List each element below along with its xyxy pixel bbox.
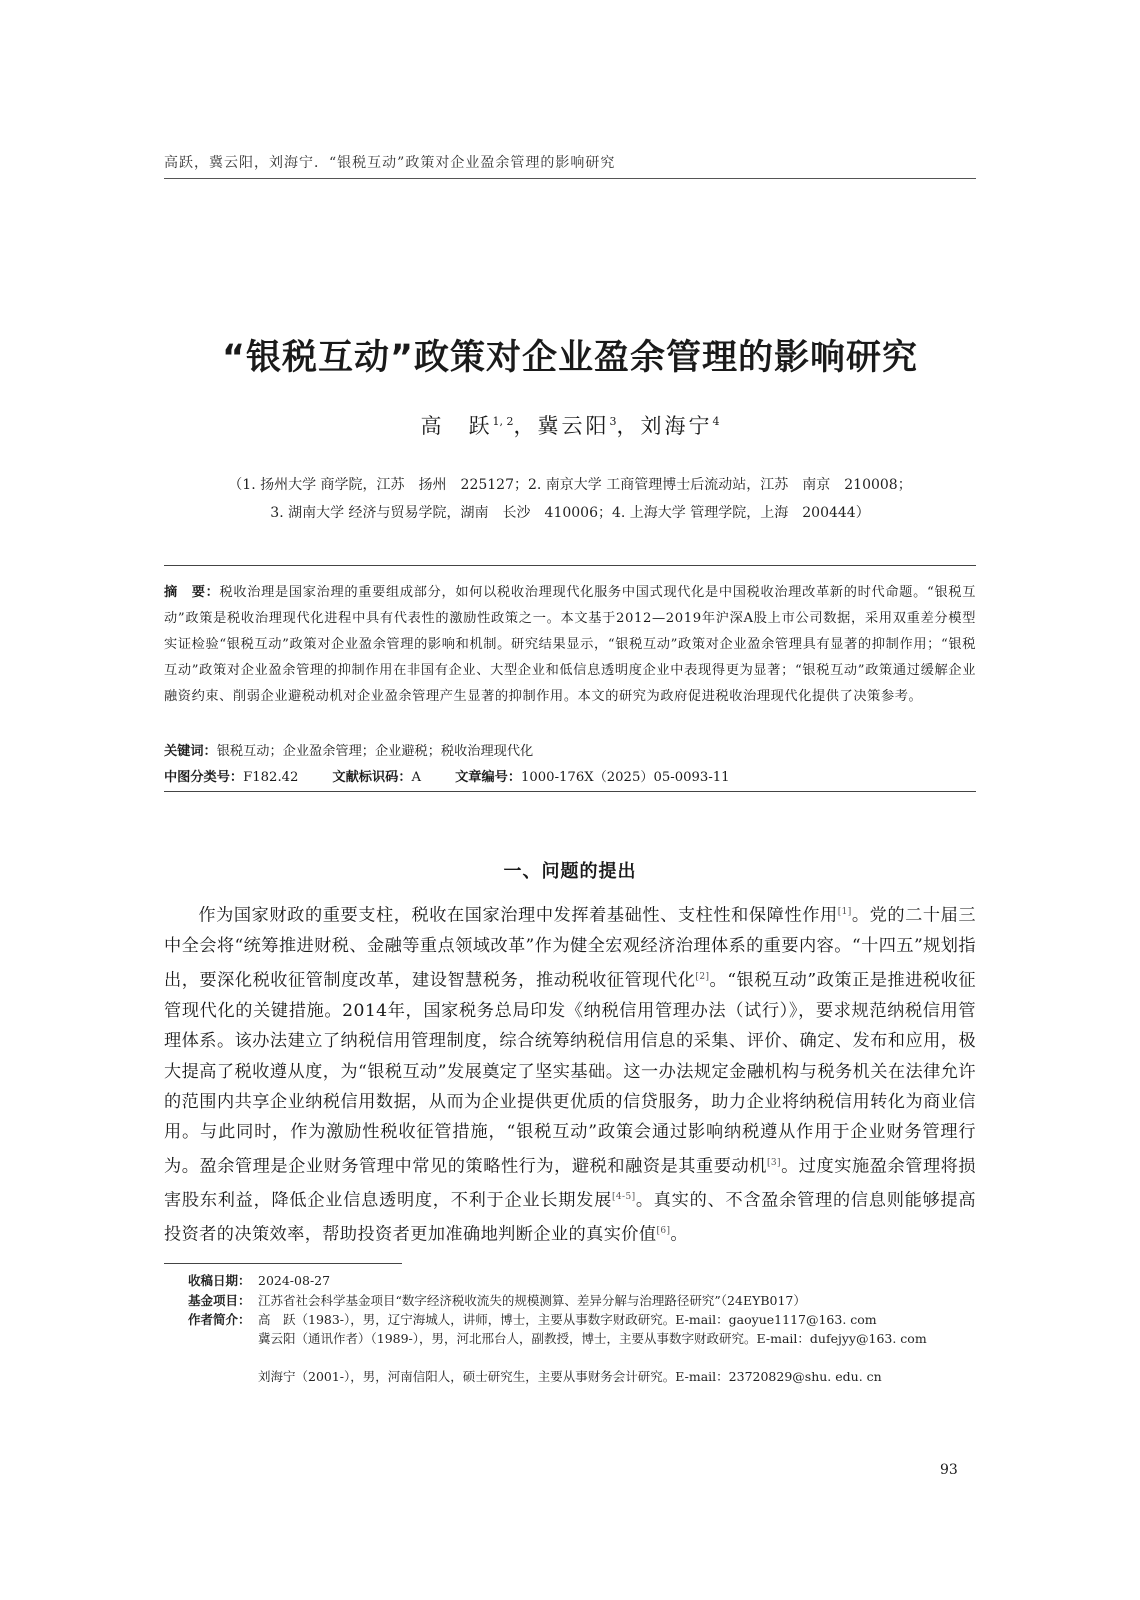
keywords-label: 关键词： — [164, 744, 217, 759]
fund-label: 基金项目： — [188, 1293, 251, 1308]
author-affil-sup: 4 — [712, 415, 720, 428]
abstract-label: 摘 要： — [164, 585, 220, 600]
citation-ref: [2] — [695, 971, 710, 982]
author-name: 高 跃 — [420, 414, 493, 438]
abstract-bottom-rule — [164, 791, 976, 792]
body-text: 。“银税互动”政策正是推进税收征管现代化的关键措施。2014年，国家税务总局印发《纳税信用管理办法（试行）》，要求规范纳税信用管理体系。该办法建立了纳税信用管理制度，综合统筹纳税信用信息的采集、评价、确定、发布和应用，极大提高了税收遵从度，为“银税互动”发展奠定了坚实基础。这一办法规定金融机构与税务机关在法律允许的范围内共享企业纳税信用数据，从而为企业提供更优质的信贷服务，助力企业将纳税信用转化为商业信用。与此同时，作为激励性税收征管措施，“银税互动”政策会通过影响纳税遵从作用于企业财务管理行为。盈余管理是企业财务管理中常见的策略性行为，避税和融资是其重要动机 — [164, 970, 976, 1177]
classification-line — [164, 766, 730, 785]
clc-value: F182.42 — [243, 770, 299, 785]
body-paragraph — [164, 897, 976, 1250]
author-name: 刘海宁 — [640, 414, 713, 438]
doc-code-value: A — [411, 770, 422, 785]
footnote-received — [188, 1272, 330, 1290]
abstract — [164, 580, 976, 710]
running-header: 高跃，冀云阳，刘海宁．“银税互动”政策对企业盈余管理的影响研究 — [164, 155, 616, 171]
abstract-top-rule — [164, 565, 976, 566]
citation-ref: [1] — [837, 907, 852, 917]
affiliation-line: （1. 扬州大学 商学院，江苏 扬州 225127；2. 南京大学 工商管理博士后流动站，江苏 南京 210008； — [228, 477, 912, 493]
author-name: 冀云阳 — [537, 414, 610, 438]
section-heading: 一、问题的提出 — [503, 861, 637, 882]
citation-ref: [3] — [766, 1157, 781, 1168]
body-text: 。过度实施盈余管理将损害股东利益，降低企业信息透明度，不利于企业长期发展 — [164, 1156, 976, 1211]
author-affil-sup: 3 — [609, 415, 617, 428]
citation-ref: [6] — [656, 1226, 671, 1236]
body-text: 。 — [670, 1224, 688, 1245]
paper-title: “银税互动”政策对企业盈余管理的影响研究 — [221, 338, 918, 378]
keywords — [164, 740, 533, 759]
page-number: 93 — [940, 1462, 958, 1478]
author-bio: 冀云阳（通讯作者）（1989-），男，河北邢台人，副教授，博士，主要从事数字财政研究。E-mail：dufejyy@163. com — [258, 1331, 927, 1346]
affiliation-line: 3. 湖南大学 经济与贸易学院，湖南 长沙 410006；4. 上海大学 管理学院，上海 200444） — [270, 505, 870, 521]
footnote-fund — [188, 1292, 806, 1310]
clc-label: 中图分类号： — [164, 770, 244, 785]
author-line — [0, 410, 1140, 440]
body-text: 。真实的、不含盈余管理的信息则能够提高投资者的决策效率，帮助投资者更加准确地判断企业的真实价值 — [164, 1190, 976, 1245]
article-no-label: 文章编号： — [455, 770, 522, 785]
author-affil-sup: 1, 2 — [492, 415, 514, 428]
author-separator: ， — [513, 414, 538, 438]
body-text: 作为国家财政的重要支柱，税收在国家治理中发挥着基础性、支柱性和保障性作用 — [198, 905, 838, 926]
doc-code-label: 文献标识码： — [332, 770, 412, 785]
abstract-text: 税收治理是国家治理的重要组成部分，如何以税收治理现代化服务中国式现代化是中国税收治理改革新的时代命题。“银税互动”政策是税收治理现代化进程中具有代表性的激励性政策之一。本文基于2012—2019年沪深A股上市公司数据，采用双重差分模型实证检验“银税互动”政策对企业盈余管理的影响和机制。研究结果显示，“银税互动”政策对企业盈余管理具有显著的抑制作用；“银税互动”政策对企业盈余管理的抑制作用在非国有企业、大型企业和低信息透明度企业中表现得更为显著；“银税互动”政策通过缓解企业融资约束、削弱企业避税动机对企业盈余管理产生显著的抑制作用。本文的研究为政府促进税收治理现代化提供了决策参考。 — [164, 585, 976, 704]
received-value: 2024-08-27 — [258, 1273, 331, 1288]
fund-value: 江苏省社会科学基金项目“数字经济税收流失的规模测算、差异分解与治理路径研究”（24EYB017） — [258, 1293, 806, 1308]
body-text: 。党的二十届三中全会将“统筹推进财税、金融等重点领域改革”作为健全宏观经济治理体系的重要内容。“十四五”规划指出，要深化税收征管制度改革，建设智慧税务，推动税收征管现代化 — [164, 905, 976, 991]
author-bio-label: 作者简介： — [188, 1312, 251, 1327]
author-bio: 高 跃（1983-），男，辽宁海城人，讲师，博士，主要从事数字财政研究。E-mail：gaoyue1117@163. com — [258, 1312, 877, 1327]
received-label: 收稿日期： — [188, 1273, 251, 1288]
citation-ref: [4-5] — [612, 1191, 636, 1202]
article-no-value: 1000-176X（2025）05-0093-11 — [521, 770, 730, 785]
footnote-rule — [164, 1263, 402, 1264]
footnote-author-label-row — [188, 1311, 258, 1329]
author-bio: 刘海宁（2001-），男，河南信阳人，硕士研究生，主要从事财务会计研究。E-mail：23720829@shu. edu. cn — [258, 1369, 882, 1384]
keywords-text: 银税互动；企业盈余管理；企业避税；税收治理现代化 — [216, 744, 534, 759]
header-rule — [164, 178, 976, 179]
author-separator: ， — [616, 414, 641, 438]
